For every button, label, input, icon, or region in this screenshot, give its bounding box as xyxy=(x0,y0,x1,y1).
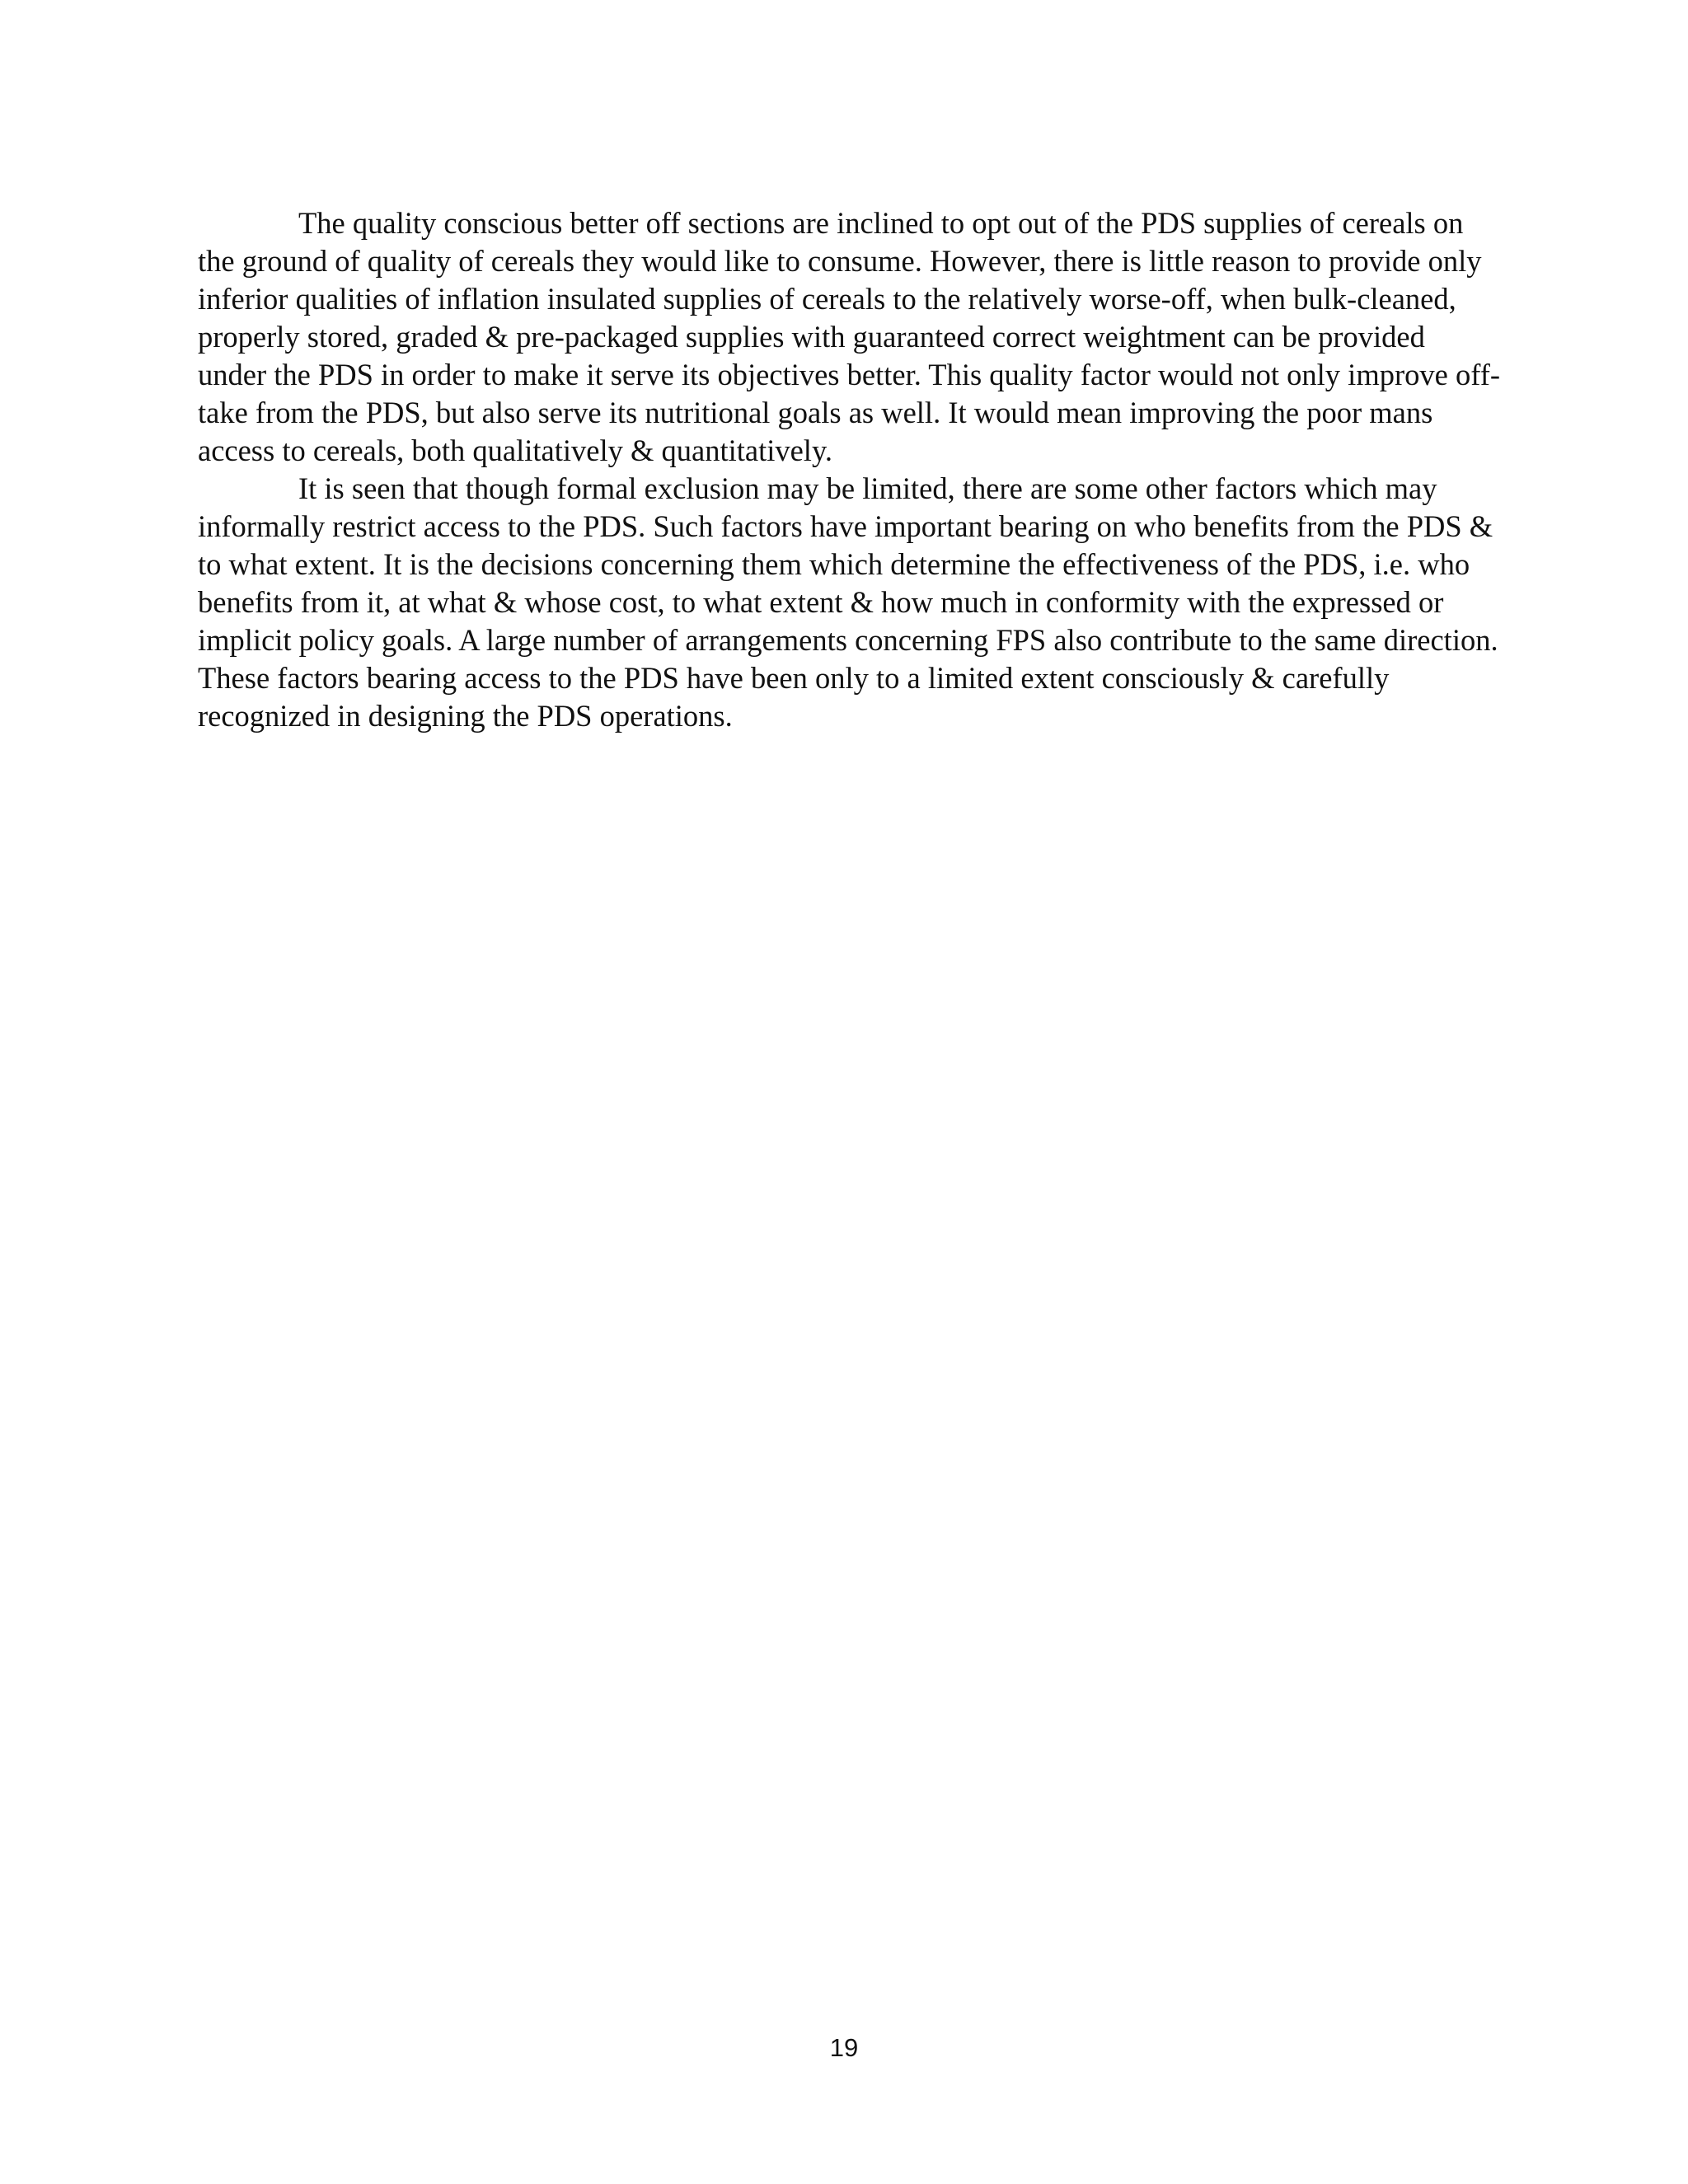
page-number: 19 xyxy=(829,2033,859,2062)
paragraph-quality-factor: The quality conscious better off sections are inclined to opt out of the PDS supplies of cereals on the ground of quality of cereals they would like to consume. However, there is little reason to provide only inferior qualities of inflation insulated supplies of cereals to the relatively worse-off, when bulk-cleaned, properly stored, graded & pre-packaged supplies with guaranteed correct weightment can be provided under the PDS in order to make it serve its objectives better. This quality factor would not only improve off-take from the PDS, but also serve its nutritional goals as well. It would mean improving the poor mans access to cereals, both qualitatively & quantitatively. xyxy=(198,206,1500,467)
paragraph-access-factors: It is seen that though formal exclusion may be limited, there are some other factors which may informally restrict access to the PDS. Such factors have important bearing on who benefits from the PDS & to what extent. It is the decisions concerning them which determine the effectiveness of the PDS, i.e. who benefits from it, at what & whose cost, to what extent & how much in conformity with the expressed or implicit policy goals. A large number of arrangements concerning FPS also contribute to the same direction. These factors bearing access to the PDS have been only to a limited extent consciously & carefully recognized in designing the PDS operations. xyxy=(198,471,1498,733)
body-text xyxy=(198,204,1500,735)
